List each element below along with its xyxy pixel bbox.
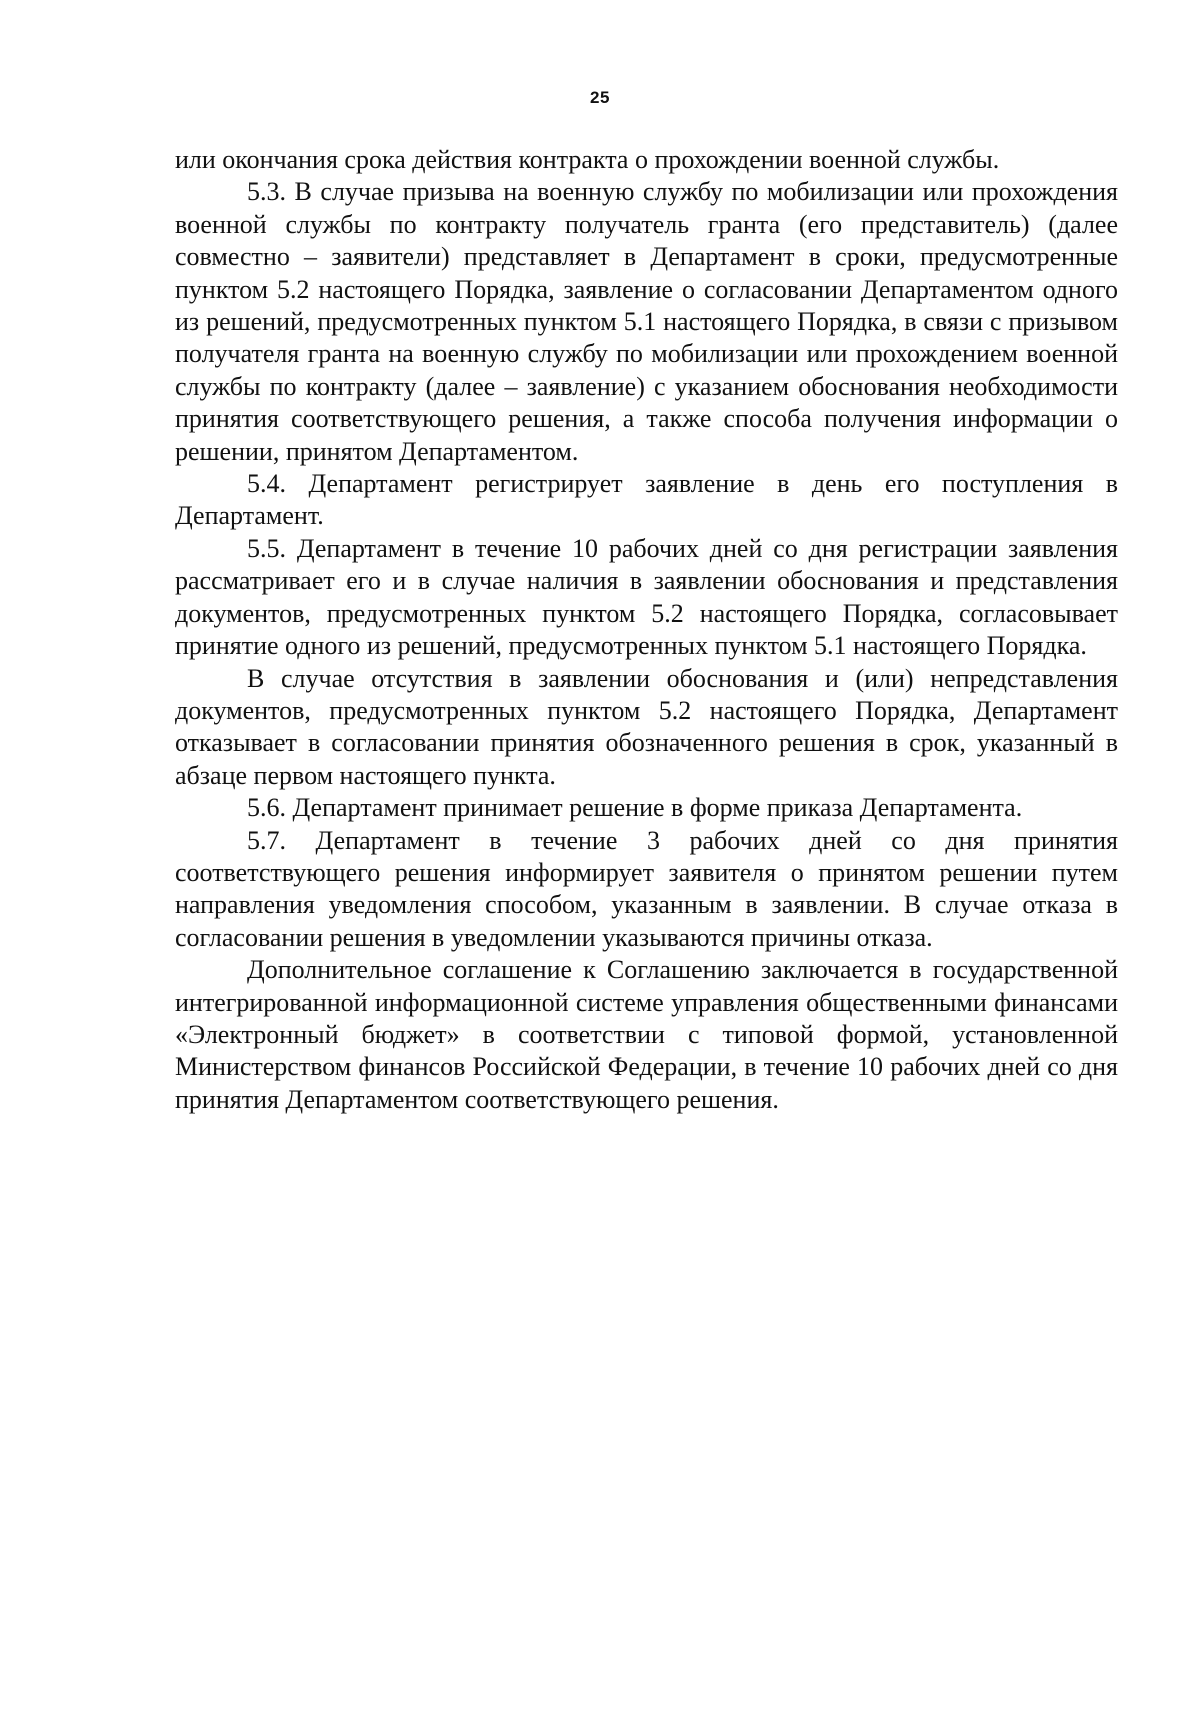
- paragraph-5-6: 5.6. Департамент принимает решение в форме приказа Департамента.: [247, 793, 1023, 823]
- paragraph-5-7-additional-agreement: Дополнительное соглашение к Соглашению заключается в государственной интегрированной информационной системе управления общественными финансами «Электронный бюджет» в соответствии с типовой формой, установленной Министерством финансов Российской Федерации, в течение 10 рабочих дней со дня принятия Департаментом соответствующего решения.: [175, 955, 1118, 1114]
- paragraph-continuation: или окончания срока действия контракта о прохождении военной службы.: [175, 145, 1000, 174]
- paragraph-5-5-refusal: В случае отсутствия в заявлении обоснования и (или) непредставления документов, предусмотренных пунктом 5.2 настоящего Порядка, Департамент отказывает в согласовании принятия обозначенного решения в срок, указанный в абзаце первом настоящего пункта.: [175, 663, 1118, 790]
- paragraph-5-5: 5.5. Департамент в течение 10 рабочих дней со дня регистрации заявления рассматривает его и в случае наличия в заявлении обоснования и представления документов, предусмотренных пунктом 5.2 настоящего Порядка, согласовывает принятие одного из решений, предусмотренных пунктом 5.1 настоящего Порядка.: [175, 533, 1118, 661]
- document-body: [175, 144, 1118, 1116]
- paragraph-5-4: 5.4. Департамент регистрирует заявление в день его поступления в Департамент.: [175, 469, 1118, 531]
- paragraph-5-7: 5.7. Департамент в течение 3 рабочих дней со дня принятия соответствующего решения информирует заявителя о принятом решении путем направления уведомления способом, указанным в заявлении. В случае отказа в согласовании решения в уведомлении указываются причины отказа.: [175, 825, 1118, 952]
- page-number: 25: [590, 88, 610, 107]
- paragraph-5-3: 5.3. В случае призыва на военную службу по мобилизации или прохождения военной службы по контракту получатель гранта (его представитель) (далее совместно – заявители) представляет в Департамент в сроки, предусмотренные пунктом 5.2 настоящего Порядка, заявление о согласовании Департаментом одного из решений, предусмотренных пунктом 5.1 настоящего Порядка, в связи с призывом получателя гранта на военную службу по мобилизации или прохождением военной службы по контракту (далее – заявление) с указанием обоснования необходимости принятия соответствующего решения, а также способа получения информации о решении, принятом Департаментом.: [175, 177, 1118, 466]
